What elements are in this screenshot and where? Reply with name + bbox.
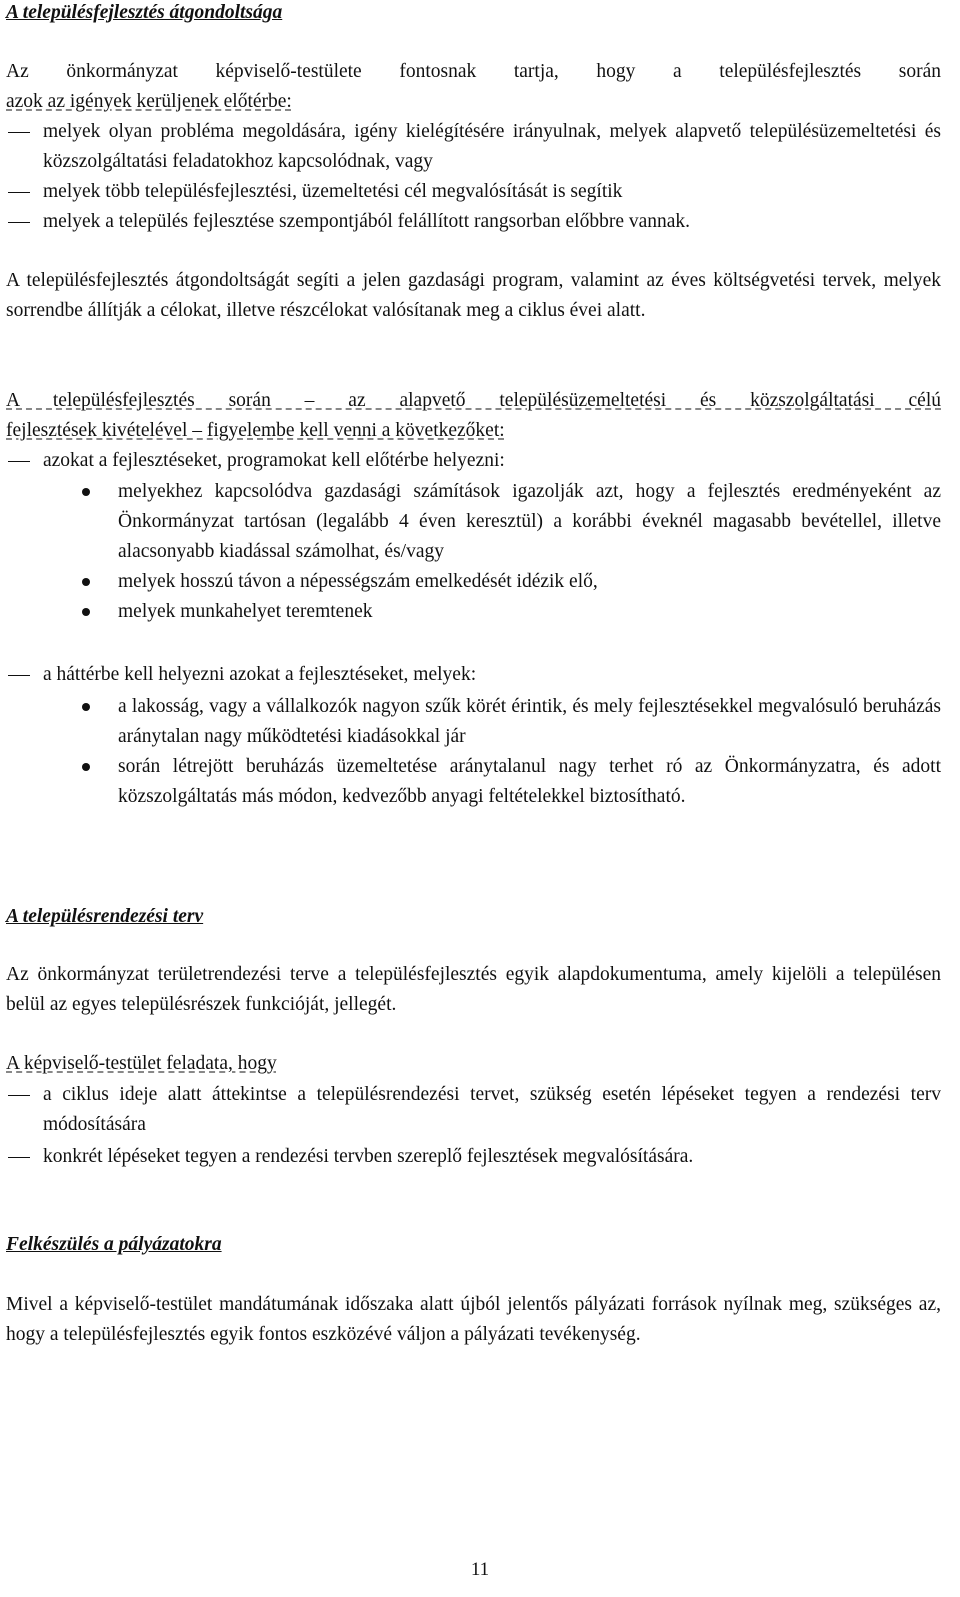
section-title: Felkészülés a pályázatokra [6,1234,222,1255]
priority-group [6,446,941,627]
section-title: A településfejlesztés átgondoltsága [6,2,283,23]
paragraph: Az önkormányzat területrendezési terve a településfejlesztés egyik alapdokumentuma, amely kijelöli a településen belül az egyes településrészek funkcióját, jellegét. [6,964,941,1015]
paragraph: A településfejlesztés átgondoltságát segíti a jelen gazdasági program, valamint az éves költségvetési tervek, melyek sorrendbe állítják a célokat, illetve részcélokat valósítanak meg a ciklus évei alatt. [6,270,941,321]
page-number: 11 [470,1559,490,1580]
para3-line-2: fejlesztések kivételével – figyelembe kell venni a következőket: [6,420,505,441]
section-title: A településrendezési terv [6,906,204,927]
para3-line-1: A településfejlesztés során – az alapvető településüzemeltetési és közszolgáltatási célú [6,390,941,411]
group-label: a háttérbe kell helyezni azokat a fejlesztéseket, melyek: [6,660,941,690]
sub-heading: A képviselő-testület feladata, hogy [6,1053,277,1074]
intro-line-1: Az önkormányzat képviselő-testülete fontosnak tartja, hogy a településfejlesztés során [6,61,941,82]
deprioritize-items [6,692,941,812]
section1-para3 [6,386,941,446]
list-item: során létrejött beruházás üzemeltetése aránytalanul nagy terhet ró az Önkormányzatra, és adott közszolgáltatás más módon, kedvezőbb anyagi feltételekkel biztosítható. [6,752,941,812]
list-item: melyek hosszú távon a népességszám emelkedését idézik elő, [6,567,941,597]
group-label: azokat a fejlesztéseket, programokat kell előtérbe helyezni: [6,446,941,476]
list-item: melyek olyan probléma megoldására, igény kielégítésére irányulnak, melyek alapvető településüzemeltetési és közszolgáltatási feladatokhoz kapcsolódnak, vagy [6,117,941,177]
priority-items [6,477,941,627]
list-item: melyek munkahelyet teremtenek [6,597,941,627]
section1-bullet-list [6,117,941,237]
list-item: a lakosság, vagy a vállalkozók nagyon szűk körét érintik, és mely fejlesztésekkel megvalósuló beruházás aránytalan nagy működtetési kiadásokkal jár [6,692,941,752]
list-item: a ciklus ideje alatt áttekintse a településrendezési tervet, szükség esetén lépéseket tegyen a rendezési terv módosítására [6,1080,941,1140]
task-list [6,1080,941,1172]
deprioritize-group [6,660,941,812]
intro-line-2: azok az igények kerüljenek előtérbe: [6,91,292,112]
paragraph: Mivel a képviselő-testület mandátumának időszaka alatt újból jelentős pályázati források nyílnak meg, szükséges az, hogy a településfejlesztés egyik fontos eszközévé váljon a pályázati tevékenység. [6,1294,941,1345]
section1-intro [6,57,941,117]
list-item: melyek több településfejlesztési, üzemeltetési cél megvalósítását is segítik [6,177,941,207]
list-item: melyekhez kapcsolódva gazdasági számítások igazolják azt, hogy a fejlesztés eredményeként az Önkormányzat tartósan (legalább 4 éven keresztül) a korábbi éveknél magasabb bevétellel, illetve alacsonyabb kiadással számolhat, és/vagy [6,477,941,567]
list-item: melyek a település fejlesztése szempontjából felállított rangsorban előbbre vannak. [6,207,941,237]
list-item: konkrét lépéseket tegyen a rendezési tervben szereplő fejlesztések megvalósítására. [6,1142,941,1172]
